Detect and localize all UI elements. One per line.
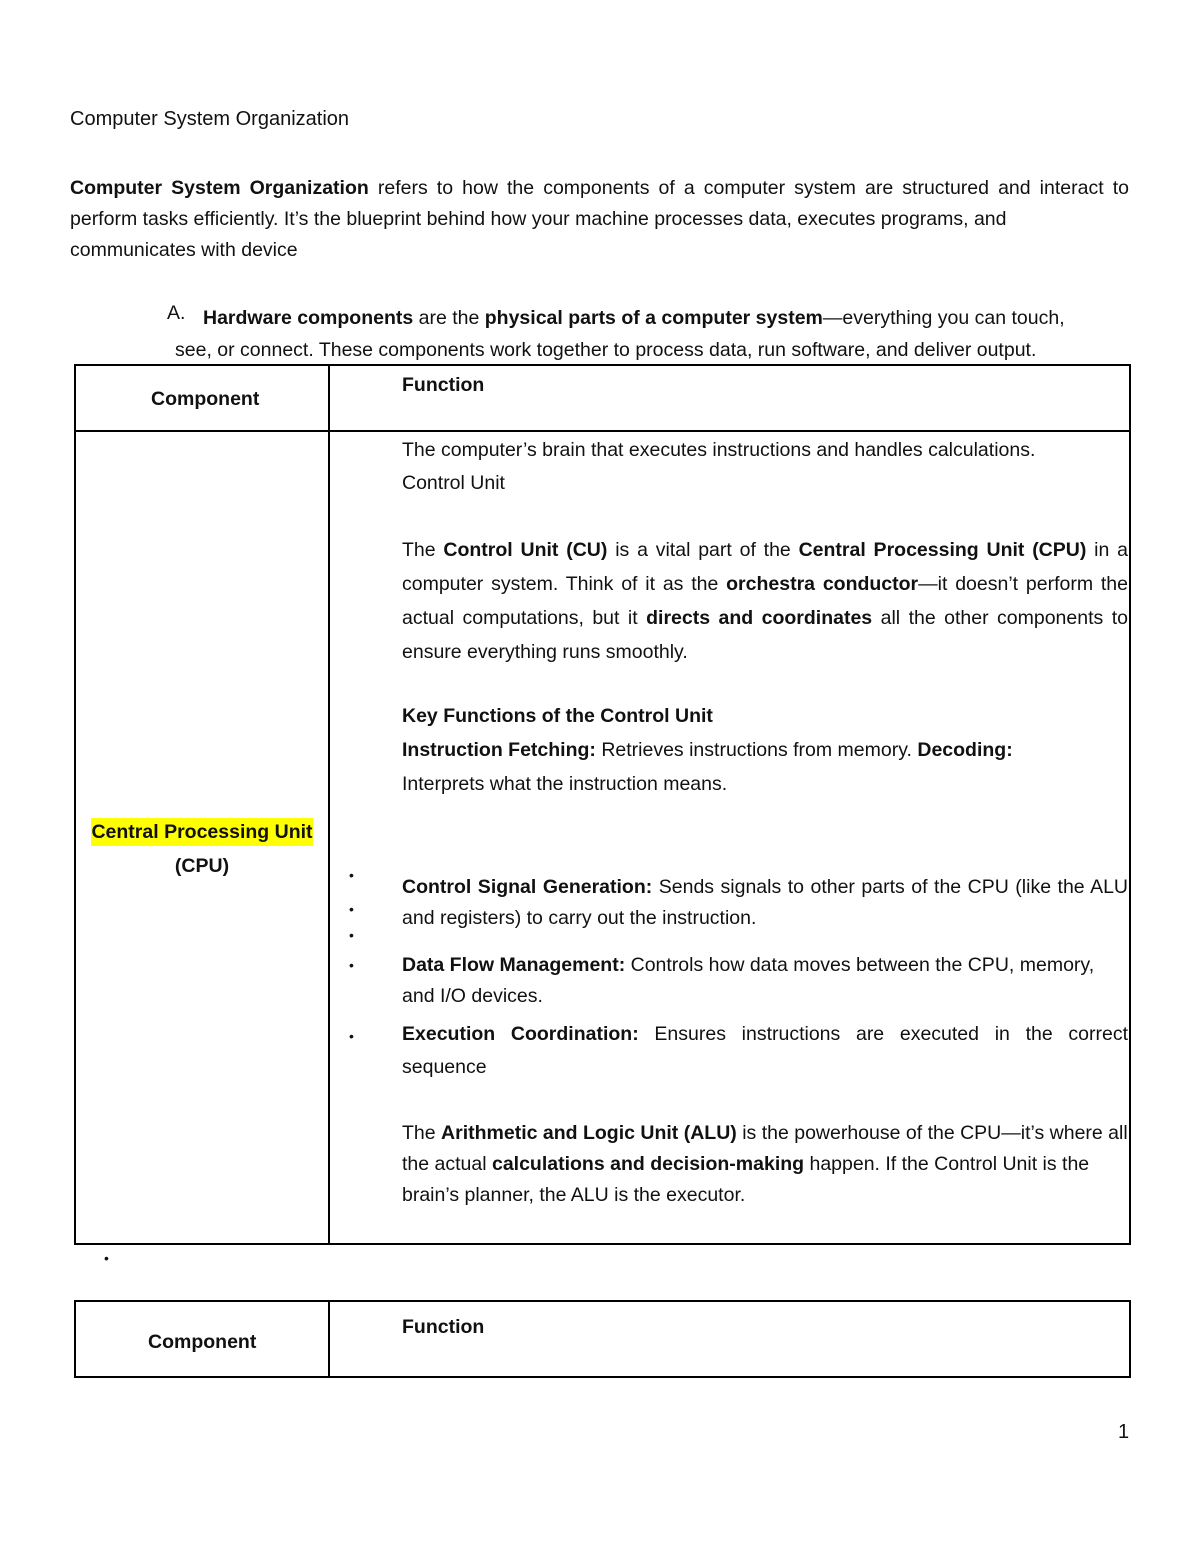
component-name-highlight: Central Processing Unit: [91, 818, 312, 846]
alu-bold-1: Arithmetic and Logic Unit (ALU): [441, 1122, 737, 1144]
bullet-marker: •: [349, 867, 354, 883]
bullet-marker: •: [349, 901, 354, 917]
header-function: Function: [402, 1316, 485, 1338]
intro-tail: communicates with device: [70, 239, 298, 261]
exec-text: Ensures instructions are executed in the correct sequence: [402, 1023, 1128, 1078]
document-title: Computer System Organization: [70, 108, 350, 130]
row-component-cell: [76, 815, 328, 883]
bullet-marker: •: [349, 957, 354, 973]
flow-label: Data Flow Management:: [402, 954, 626, 976]
hardware-paragraph: [203, 302, 1130, 334]
header-component: Component: [151, 388, 260, 410]
intro-text: refers to how the components of a computer system are structured and interact to perform tasks efficiently. It’s the blueprint behind how your machine processes data, executes programs, and: [70, 177, 1129, 230]
fetch-decode-paragraph: [402, 733, 1128, 801]
hardware-mid: are the: [413, 307, 485, 329]
fetch-text: Retrieves instructions from memory.: [595, 739, 918, 761]
header-function: Function: [402, 374, 485, 396]
cu-text-1: The: [402, 539, 444, 561]
cu-bold-2: Central Processing Unit (CPU): [798, 539, 1087, 561]
alu-text-1: The: [402, 1122, 442, 1144]
cu-text-3: in a computer system. Think of it as the: [402, 539, 1128, 595]
cu-bold-3: orchestra conductor: [726, 573, 919, 595]
exec-label: Execution Coordination:: [402, 1023, 639, 1045]
list-marker: A.: [167, 302, 186, 324]
cu-bold-4: directs and coordinates: [646, 607, 873, 629]
cu-text-4: —it doesn’t perform the actual computations, but it: [402, 573, 1128, 629]
component-abbrev: (CPU): [174, 855, 230, 877]
alu-text-2: is the powerhouse of the CPU—it’s where all the actual: [402, 1122, 1128, 1175]
header-component: Component: [148, 1331, 257, 1353]
alu-text-3: happen. If the Control Unit is the brain’s planner, the ALU is the executor.: [402, 1153, 1090, 1206]
signal-text: Sends signals to other parts of the CPU (like the ALU and registers) to carry out the instruction.: [402, 876, 1129, 929]
table-column-divider: [328, 364, 330, 1245]
intro-term: Computer System Organization: [70, 177, 369, 199]
hardware-rest1: —everything you can touch,: [822, 307, 1065, 329]
bullet-marker: •: [104, 1250, 109, 1266]
hardware-paragraph-line2: see, or connect. These components work together to process data, run software, and deliver output.: [175, 339, 1037, 361]
cu-label: Control Unit: [402, 472, 505, 494]
decode-text: Interprets what the instruction means.: [402, 773, 728, 795]
cu-bold-1: Control Unit (CU): [443, 539, 608, 561]
cu-text-2: is a vital part of the: [607, 539, 799, 561]
flow-item: [402, 950, 1128, 1012]
table-column-divider: [328, 1300, 330, 1378]
fetch-label: Instruction Fetching:: [402, 739, 596, 761]
bullet-marker: •: [349, 1028, 354, 1044]
intro-paragraph: [70, 173, 1129, 235]
cu-paragraph: [402, 533, 1128, 669]
hardware-term: Hardware components: [203, 307, 414, 329]
cu-text-5: all the other components to ensure everything runs smoothly.: [402, 607, 1128, 663]
page-number: 1: [1118, 1421, 1130, 1443]
hardware-phrase: physical parts of a computer system: [484, 307, 823, 329]
table-header-divider: [74, 430, 1131, 432]
alu-paragraph: [402, 1118, 1128, 1211]
key-functions-heading: Key Functions of the Control Unit: [402, 705, 713, 727]
alu-bold-2: calculations and decision-making: [491, 1153, 805, 1175]
bullet-marker: •: [349, 927, 354, 943]
flow-text: Controls how data moves between the CPU, memory, and I/O devices.: [402, 954, 1095, 1007]
decode-label: Decoding:: [917, 739, 1013, 761]
exec-item: [402, 1018, 1128, 1084]
signal-item: [402, 872, 1128, 934]
cpu-brain-text: The computer’s brain that executes instructions and handles calculations.: [402, 439, 1036, 461]
signal-label: Control Signal Generation:: [402, 876, 653, 898]
